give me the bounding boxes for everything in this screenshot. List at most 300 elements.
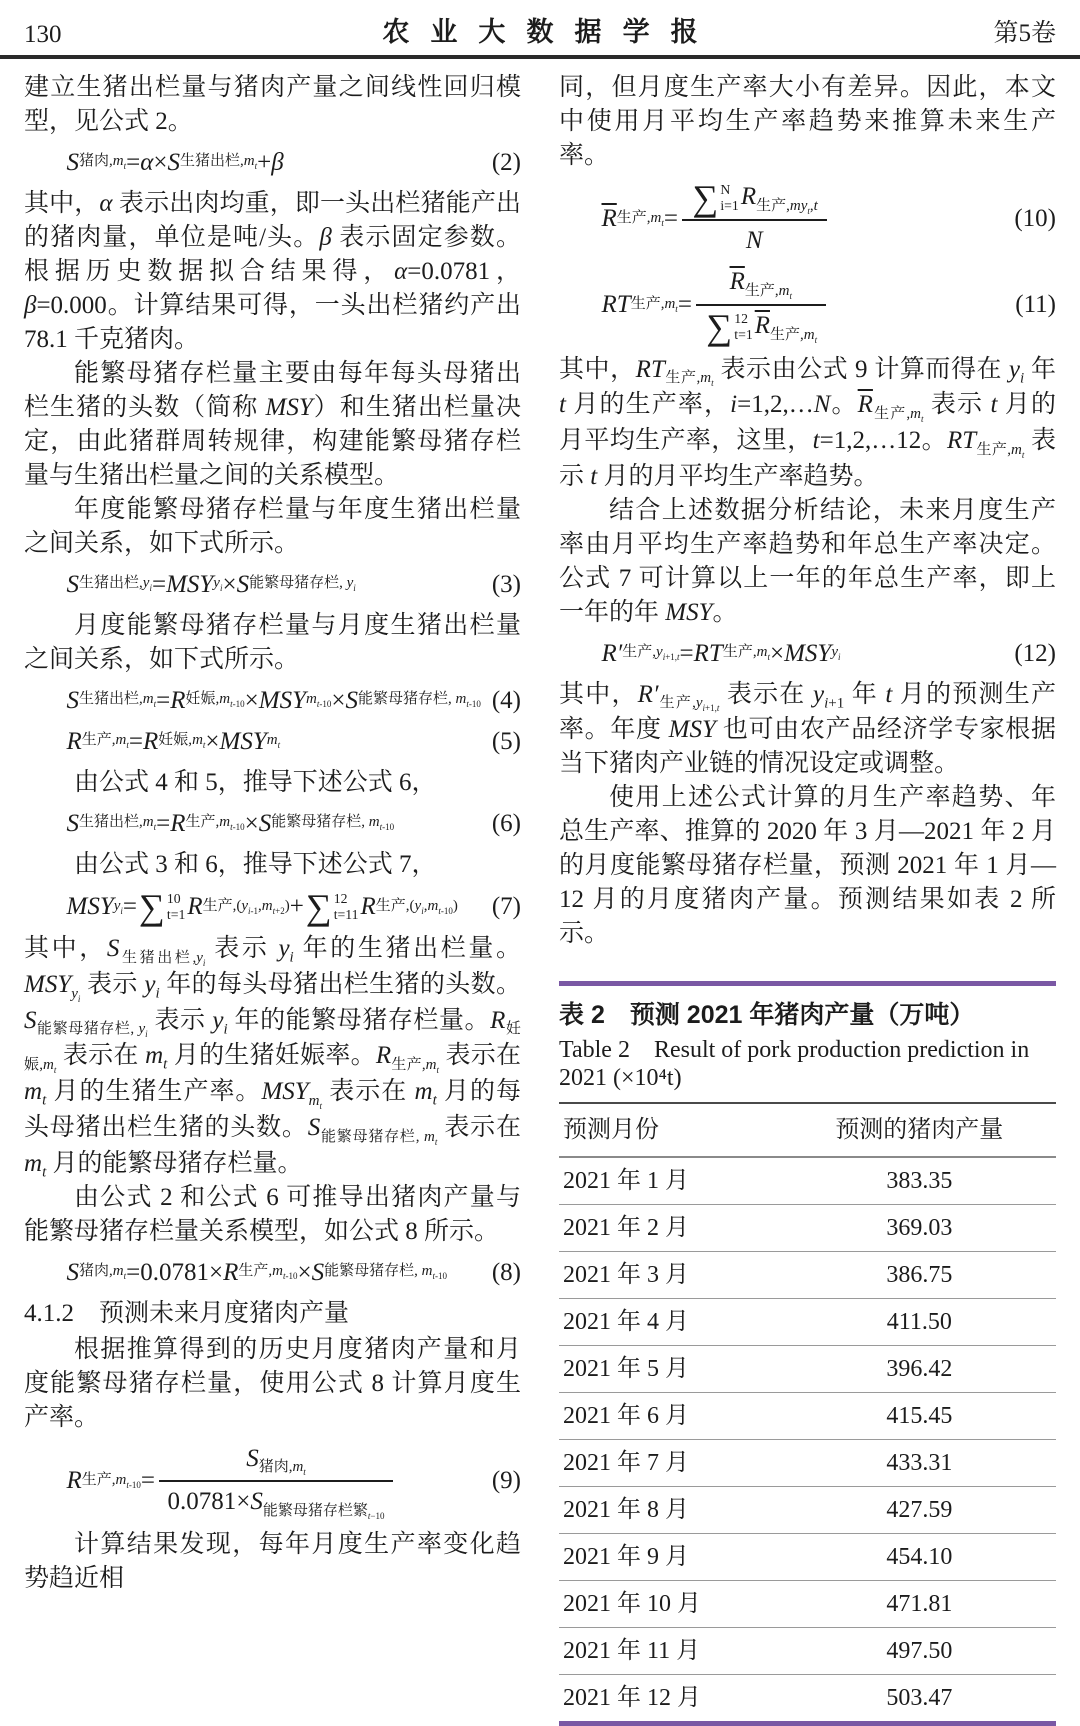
text-run: 表示 — [147, 1006, 213, 1034]
text-run: 根据推算得到的历史月度猪肉产量和月度能繁母猪存栏量，使用公式 8 计算月度生产率。 — [24, 1335, 521, 1431]
text-run: ）和生猪出栏量决定，由此猪群周转规律，构建能繁母猪存栏量与生猪出栏量之间的关系模型。 — [24, 394, 521, 489]
table-cell: 503.47 — [886, 1685, 953, 1712]
paragraph — [24, 1333, 521, 1435]
paragraph — [24, 848, 521, 882]
text-run: 其中， — [559, 680, 638, 708]
text-run: 生产, — [664, 370, 701, 387]
summation — [306, 889, 359, 925]
math-variable: y — [346, 575, 354, 592]
math-variable: y — [196, 949, 203, 966]
math-subscript — [278, 741, 281, 751]
table-cell: 2021 年 8 月 — [559, 1487, 783, 1534]
text-run: 猪肉, — [258, 1459, 293, 1476]
math-subscript — [663, 652, 680, 662]
summation-limits — [720, 182, 738, 215]
text-run: -10 — [232, 822, 245, 833]
table-cell: 386.75 — [783, 1252, 1056, 1299]
math-variable: R — [740, 183, 757, 210]
text-run: , — [258, 897, 262, 914]
math-variable: i — [223, 1021, 228, 1038]
math-subscript — [82, 1473, 141, 1490]
text-run: -10 — [468, 699, 481, 710]
math-subscript — [324, 1264, 447, 1281]
text-run: 表示固定参数。根据历史数据拟合结果得， — [24, 224, 521, 285]
math-variable: i — [353, 583, 356, 594]
math-subscript — [380, 823, 395, 833]
text-run: 由公式 3 和 6，推导下述公式 7， — [74, 851, 437, 878]
math-variable: y — [414, 897, 422, 914]
table-row — [559, 1346, 1056, 1393]
text-run: -10 — [128, 1479, 141, 1490]
math-variable: m — [803, 326, 815, 343]
math-subscript — [622, 645, 679, 662]
math-variable: MSY — [219, 728, 267, 755]
equation-number: (8) — [491, 1258, 521, 1286]
text-run: 能繁母猪存栏量主要由每年每头母猪出栏生猪的头数（简称 — [24, 360, 521, 421]
summation-upper: 10 — [166, 890, 181, 906]
text-run: 表示出肉均重，即一头出栏猪能产出的猪肉量，单位是吨/头。 — [24, 190, 521, 251]
table-row — [559, 1205, 1056, 1252]
text-run: 年的能繁母猪存栏量。 — [227, 1006, 491, 1034]
math-variable: t — [812, 426, 820, 454]
text-run: 生产, — [756, 197, 790, 214]
math-subscript — [438, 906, 453, 916]
math-subscript — [79, 1264, 126, 1281]
math-variable: t — [920, 413, 924, 424]
table-cell: 2021 年 11 月 — [559, 1628, 783, 1675]
running-head — [0, 0, 1080, 59]
math-subscript — [976, 442, 1024, 458]
summation-upper: N — [720, 181, 731, 197]
summation-limits — [334, 891, 359, 924]
equation — [24, 725, 521, 759]
math-variable: MSY — [784, 639, 832, 667]
math-subscript — [368, 1511, 385, 1521]
text-run: = — [122, 893, 138, 921]
math-variable: t — [990, 391, 998, 419]
math-subscript — [306, 692, 331, 709]
text-run: 由公式 4 和 5，推导下述公式 6， — [74, 769, 437, 796]
math-variable: R — [375, 1042, 392, 1070]
math-variable: i — [77, 993, 81, 1004]
math-subscript — [617, 211, 664, 228]
table-cell: 396.42 — [783, 1346, 1056, 1393]
text-run: 生产, — [391, 1057, 426, 1074]
text-run: 生产,( — [202, 897, 242, 914]
math-variable: y — [212, 1006, 224, 1034]
equation-body — [24, 1442, 397, 1521]
text-run: 生猪出栏, — [79, 814, 143, 831]
math-variable: i — [824, 695, 829, 712]
math-variable: S — [246, 1444, 259, 1472]
text-run: 表示在 — [719, 680, 813, 708]
paragraph — [559, 781, 1056, 951]
math-variable: t — [438, 905, 441, 916]
math-subscript — [309, 1093, 322, 1109]
summation-lower: t=1 — [734, 327, 753, 343]
text-run: 月的生猪生产率。 — [46, 1078, 262, 1106]
text-run: = — [663, 205, 679, 233]
table-cell: 2021 年 10 月 — [559, 1581, 783, 1628]
math-variable: MSY — [66, 893, 114, 921]
text-run: +1, — [705, 703, 717, 714]
math-variable: t — [319, 1100, 323, 1111]
math-variable: t — [282, 1271, 286, 1282]
equation — [559, 265, 1056, 348]
summation-lower: i=1 — [720, 198, 739, 214]
section-heading: 4.1.2 预测未来月度猪肉产量 — [24, 1299, 350, 1327]
math-variable: S — [66, 571, 79, 598]
journal-title: 农业大数据学报 — [382, 17, 719, 47]
paragraph — [24, 932, 521, 1180]
math-variable: m — [292, 1459, 304, 1476]
text-run: 猪肉, — [79, 153, 113, 170]
table-caption-cn: 表 2 预测 2021 年猪肉产量（万吨） — [559, 1001, 975, 1030]
table-cell: 2021 年 6 月 — [559, 1393, 783, 1440]
math-variable: m — [650, 209, 662, 226]
math-variable: m — [219, 691, 231, 708]
summation-limits — [167, 891, 185, 924]
math-variable: m — [266, 732, 278, 749]
math-variable: t — [230, 822, 233, 833]
math-variable: i — [202, 957, 206, 968]
math-variable: S — [311, 1258, 325, 1286]
math-fraction — [682, 180, 827, 258]
text-run: = — [156, 810, 171, 837]
math-variable: t — [432, 1092, 437, 1109]
summation — [706, 307, 753, 348]
table-top-rule — [559, 981, 1056, 986]
math-variable: R — [223, 1258, 239, 1286]
equation — [24, 684, 521, 718]
math-variable: i — [662, 652, 666, 663]
math-variable: m — [424, 1128, 435, 1145]
text-run: 结合上述数据分析结论，未来月度生产率由月平均生产率趋势和年总生产率决定。公式 7 可计算以上一年的年总生产率，即上一年的年 — [559, 496, 1056, 626]
math-variable: m — [910, 405, 921, 422]
text-run: -1 — [250, 905, 259, 916]
math-variable: m — [305, 691, 317, 708]
math-variable: y — [656, 644, 663, 661]
text-run: +1 — [828, 695, 845, 712]
text-run: 猪肉, — [79, 1263, 113, 1280]
math-variable: my — [789, 197, 808, 214]
text-run: 月的月平均生产率趋势。 — [597, 462, 879, 490]
summation — [139, 889, 185, 925]
math-variable: MSY — [261, 1078, 309, 1106]
math-variable: β — [271, 149, 284, 176]
math-variable: t — [379, 822, 383, 833]
text-run: =1,2,…12。 — [819, 426, 947, 454]
math-variable: t — [677, 652, 680, 663]
math-variable: R — [143, 728, 159, 755]
text-run: 年 — [844, 680, 886, 708]
math-variable: t — [163, 1057, 168, 1074]
text-run: 表示 — [559, 426, 1056, 490]
equation-body — [24, 568, 356, 602]
math-variable: m — [427, 897, 439, 914]
text-run: -10 — [232, 699, 245, 710]
table-cell: 411.50 — [783, 1299, 1056, 1346]
math-variable: m — [414, 1078, 433, 1106]
math-variable: t — [466, 699, 469, 710]
math-variable: S — [307, 1113, 321, 1141]
text-run: 能繁母猪存栏, — [271, 814, 369, 831]
math-subscript — [658, 695, 720, 714]
table-cell: 454.10 — [783, 1534, 1056, 1581]
math-variable: α — [99, 190, 113, 217]
equation-body — [24, 889, 458, 925]
text-run: 能繁母猪存栏, — [320, 1128, 424, 1145]
math-variable: t — [277, 740, 281, 751]
math-subscript — [432, 1271, 447, 1281]
text-run: = — [126, 149, 141, 176]
math-variable: MSY — [258, 687, 306, 714]
table-cell: 471.81 — [783, 1581, 1056, 1628]
text-run: + — [257, 149, 272, 176]
math-variable: m — [115, 732, 127, 749]
equation-number: (4) — [491, 687, 521, 714]
two-column-body — [0, 59, 1080, 1726]
volume-label: 第5卷 — [993, 20, 1056, 47]
text-run: ) — [284, 897, 290, 914]
text-run: 月度能繁母猪存栏量与月度生猪出栏量之间关系，如下式所示。 — [24, 612, 521, 673]
equation — [24, 889, 521, 925]
table-cell: 2021 年 1 月 — [559, 1157, 783, 1205]
math-subscript — [271, 815, 394, 832]
paragraph — [24, 493, 521, 561]
equation-number: (12) — [1014, 639, 1056, 667]
math-variable: t — [789, 291, 792, 302]
math-variable: R — [490, 1006, 506, 1034]
table-cell: 2021 年 9 月 — [559, 1534, 783, 1581]
table-row — [559, 1440, 1056, 1487]
math-variable: N — [813, 391, 831, 419]
math-subscript — [79, 815, 156, 832]
text-run: 能繁母猪存栏, — [36, 1021, 139, 1038]
math-subscript — [703, 703, 720, 713]
text-run: -10 — [285, 1271, 298, 1282]
text-run: ) — [452, 897, 458, 914]
table-row — [559, 1157, 1056, 1205]
prediction-table-head — [559, 1103, 1056, 1157]
text-run: 能繁母猪存栏, — [324, 1263, 422, 1280]
table-header-cell: 预测的猪肉产量 — [783, 1103, 1056, 1157]
equation — [559, 637, 1056, 671]
math-overbar — [602, 202, 617, 236]
text-run: , — [423, 897, 428, 914]
math-subscript — [238, 1264, 297, 1281]
equation-number: (6) — [491, 810, 521, 837]
table-cell: 427.59 — [783, 1487, 1056, 1534]
math-variable: t — [661, 217, 664, 228]
math-fraction — [159, 1442, 393, 1521]
text-run: 生产, — [658, 695, 696, 712]
text-run: 其中， — [24, 190, 100, 217]
math-subscript — [376, 899, 458, 916]
math-subscript — [186, 692, 245, 709]
text-run: 月的生猪妊娠率。 — [167, 1042, 376, 1070]
math-variable: t — [767, 652, 770, 663]
text-run: = — [156, 687, 171, 714]
summation-upper: 12 — [734, 310, 749, 326]
math-subscript — [82, 733, 129, 750]
text-run: × — [769, 639, 785, 667]
math-subscript — [770, 327, 817, 343]
equation — [24, 1442, 521, 1521]
math-variable: t — [711, 378, 714, 389]
math-variable: S — [66, 687, 79, 714]
math-overbar — [730, 268, 745, 295]
right-column-text — [559, 71, 1056, 951]
math-variable: m — [425, 1057, 437, 1074]
math-variable: i — [289, 949, 294, 966]
math-variable: m — [455, 691, 467, 708]
math-subscript — [79, 692, 156, 709]
math-variable: t — [436, 1065, 439, 1076]
table-caption-en: Table 2 Result of pork production prediction in 2021 (×10⁴t) — [559, 1037, 1030, 1092]
equation-body — [24, 684, 481, 718]
text-run: × — [222, 571, 237, 598]
math-variable: m — [664, 295, 676, 312]
math-variable: i — [120, 905, 123, 916]
text-run: 。 — [712, 598, 738, 626]
math-subscript — [203, 899, 290, 916]
equation — [24, 807, 521, 841]
math-subscript — [36, 1021, 148, 1040]
equation-body — [559, 180, 830, 258]
math-variable: i — [702, 703, 706, 714]
sigma-symbol: ∑ — [305, 887, 332, 927]
math-variable: S — [345, 687, 358, 714]
math-subscript — [267, 733, 280, 750]
math-variable: MSY — [265, 394, 313, 421]
text-run: 表示在 — [322, 1078, 415, 1106]
math-variable: $\overline{R}$ — [857, 391, 873, 419]
text-run: 生产, — [976, 441, 1011, 458]
math-variable: $\overline{R}$ — [729, 268, 745, 296]
math-subscript — [79, 154, 126, 171]
math-variable: R — [187, 893, 203, 921]
math-variable: y — [813, 680, 825, 708]
text-run: =0.000。计算结果可得，一头出栏猪约产出 78.1 千克猪肉。 — [24, 292, 521, 353]
math-subscript — [258, 1459, 306, 1478]
math-variable: i — [219, 583, 223, 594]
text-run: 表示在 — [437, 1113, 521, 1141]
math-subscript — [353, 584, 356, 594]
math-subscript — [789, 291, 792, 301]
math-variable: i — [421, 905, 424, 916]
math-subscript — [126, 1480, 141, 1490]
paragraph — [24, 1181, 521, 1249]
text-run: × — [205, 728, 220, 755]
math-variable: t — [153, 699, 157, 710]
math-variable: R′ — [601, 639, 623, 667]
table-row — [559, 1252, 1056, 1299]
text-run: 也可由农产品经济学专家根据当下猪肉产业链的情况设定或调整。 — [559, 716, 1056, 778]
math-subscript — [119, 950, 205, 966]
math-variable: y — [241, 897, 249, 914]
math-variable: t — [272, 905, 276, 916]
text-run: -10 — [440, 905, 453, 916]
text-run: 使用上述公式计算的月生产率趋势、年总生产率、推算的 2020 年 3 月—2021 年 2 月的月度能繁母猪存栏量，预测 2021 年 1 月—12 月的月度猪肉产量。预测结果如表 2 所示。 — [559, 784, 1056, 948]
math-variable: RT — [693, 639, 723, 667]
text-run: 年的每头母猪出栏生猪的头数。 — [159, 970, 521, 998]
text-run: 0.0781× — [167, 1488, 251, 1516]
fraction-denominator — [682, 221, 827, 258]
math-variable: t — [53, 1065, 57, 1076]
right-column — [559, 71, 1056, 1726]
text-run: 生产, — [722, 644, 757, 661]
math-variable: RT — [635, 355, 665, 383]
math-variable: m — [272, 1263, 283, 1280]
math-subscript — [213, 576, 222, 593]
math-variable: m — [308, 1092, 320, 1109]
equation-number: (9) — [491, 1467, 521, 1495]
text-run: × — [244, 687, 259, 714]
paragraph — [24, 187, 521, 357]
math-subscript — [358, 692, 481, 709]
math-variable: t — [590, 462, 598, 490]
math-subscript — [391, 1057, 439, 1076]
table-row — [559, 1393, 1056, 1440]
equation — [24, 1256, 521, 1290]
text-run: 同，但月度生产率大小有差异。因此，本文中使用月平均生产率趋势来推算未来生产率。 — [559, 74, 1056, 169]
math-variable: m — [778, 283, 790, 300]
text-run: 生产, — [770, 326, 804, 343]
math-variable: β — [24, 292, 37, 319]
text-run: 月的预测生产率。年度 — [559, 680, 1056, 744]
math-variable: m — [1011, 441, 1022, 458]
math-variable: y — [142, 575, 150, 592]
text-run: 能繁母猪存栏, — [249, 575, 347, 592]
math-subscript — [230, 700, 245, 710]
text-run: =0.0781× — [126, 1258, 224, 1286]
math-variable: R — [360, 893, 376, 921]
math-variable: y — [278, 935, 290, 963]
text-run: × — [297, 1258, 312, 1286]
math-variable: i — [730, 391, 738, 419]
math-subscript — [114, 899, 123, 916]
text-run: 年度能繁母猪存栏量与年度生猪出栏量之间关系，如下式所示。 — [24, 496, 521, 557]
math-variable: t — [675, 303, 678, 314]
math-subscript — [466, 700, 481, 710]
math-variable: $\overline{R}$ — [754, 312, 770, 340]
math-subscript — [756, 198, 818, 214]
equation-number: (10) — [1014, 205, 1056, 233]
math-variable: RT — [946, 426, 977, 454]
math-variable: m — [368, 814, 380, 831]
equation — [24, 568, 521, 602]
math-variable: t — [1021, 449, 1025, 460]
math-variable: α — [140, 149, 154, 176]
math-variable: S — [236, 571, 250, 598]
text-run: 生产, — [81, 1471, 116, 1488]
text-run: +1, — [665, 652, 678, 663]
math-subscript — [283, 1271, 298, 1281]
math-variable: y — [831, 644, 838, 661]
math-variable: m — [243, 153, 255, 170]
math-variable: S — [66, 810, 79, 837]
math-variable: MSY — [668, 716, 716, 744]
math-variable: y — [213, 575, 220, 592]
text-run: + — [289, 893, 304, 921]
text-run: 生产, — [185, 814, 220, 831]
math-subscript — [79, 576, 152, 593]
text-run: = — [677, 291, 692, 319]
math-subscript — [303, 1467, 306, 1477]
math-variable: y — [1008, 355, 1020, 383]
table-cell: 2021 年 3 月 — [559, 1252, 783, 1299]
